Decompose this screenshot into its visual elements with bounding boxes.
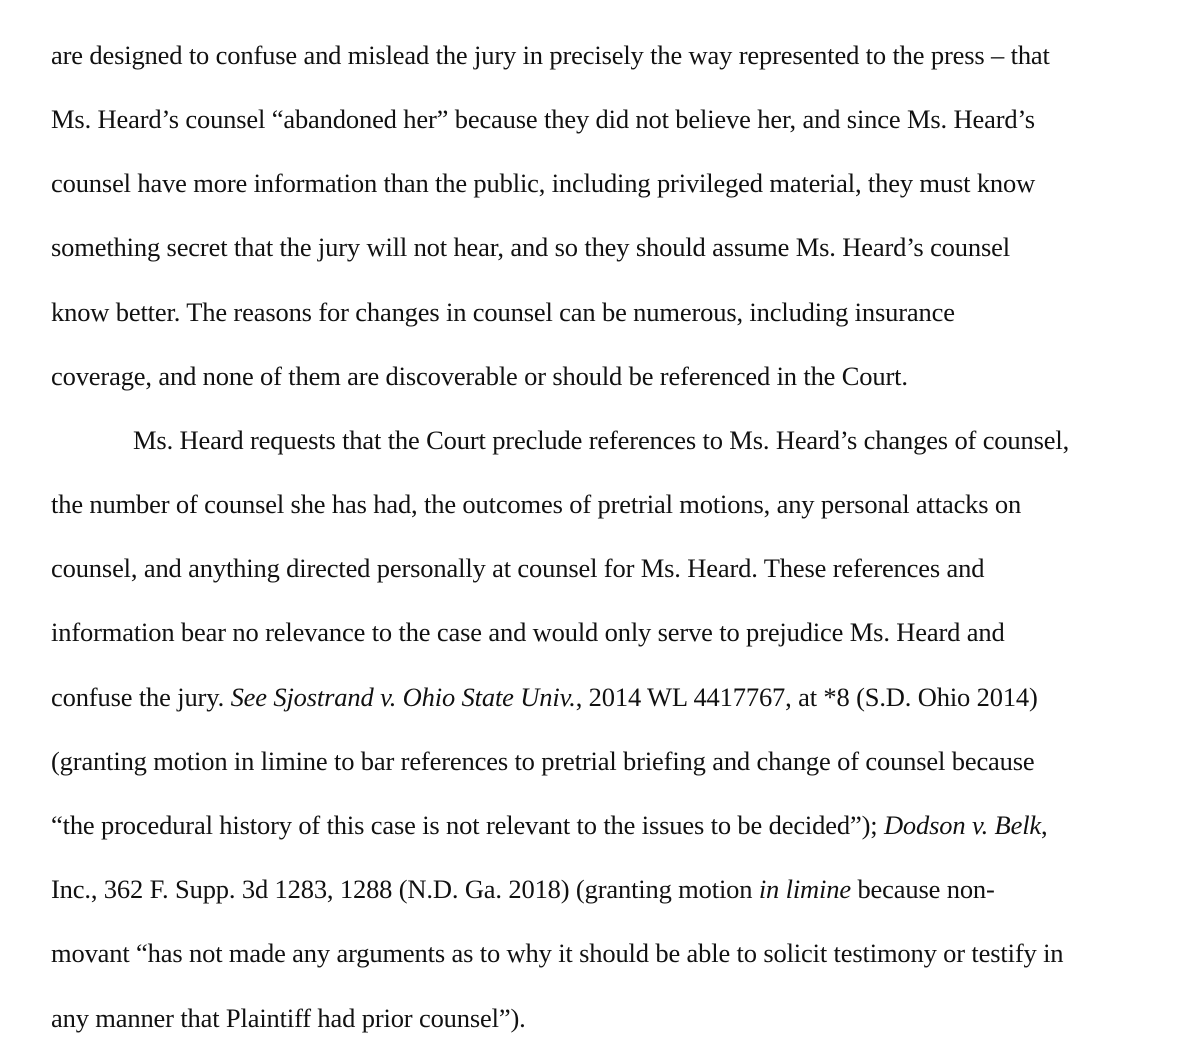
line-text-before-citation: confuse the jury.: [51, 682, 231, 712]
paragraph-2-line-1: Ms. Heard requests that the Court preclude references to Ms. Heard’s changes of counsel,: [133, 425, 1070, 455]
case-citation-dodson: Dodson v. Belk: [883, 810, 1042, 840]
paragraph-2-line-7: [51, 809, 1048, 841]
paragraph-2-line-5: [51, 681, 1038, 713]
paragraph-2-line-8: [51, 873, 995, 905]
paragraph-2-line-10: any manner that Plaintiff had prior counsel”).: [51, 1003, 526, 1033]
paragraph-1-line-2: Ms. Heard’s counsel “abandoned her” because they did not believe her, and since Ms. Heard’s: [51, 104, 1035, 134]
paragraph-2-line-6: (granting motion in limine to bar references to pretrial briefing and change of counsel because: [51, 746, 1035, 776]
line-text-before-citation: “the procedural history of this case is not relevant to the issues to be decided”);: [51, 810, 884, 840]
paragraph-1-line-5: know better. The reasons for changes in counsel can be numerous, including insurance: [51, 297, 955, 327]
paragraph-1-line-6: coverage, and none of them are discoverable or should be referenced in the Court.: [51, 361, 908, 391]
paragraph-1-line-3: counsel have more information than the public, including privileged material, they must know: [51, 168, 1036, 198]
case-citation-sjostrand: See Sjostrand v. Ohio State Univ.: [230, 682, 576, 712]
line-text-after-italic: because non-: [850, 874, 995, 904]
paragraph-1-line-1: are designed to confuse and mislead the jury in precisely the way represented to the press – that: [51, 40, 1050, 70]
paragraph-2-line-3: counsel, and anything directed personally at counsel for Ms. Heard. These references and: [51, 553, 985, 583]
line-text-after-citation: , 2014 WL 4417767, at *8 (S.D. Ohio 2014): [575, 682, 1038, 712]
paragraph-2-line-2: the number of counsel she has had, the outcomes of pretrial motions, any personal attacks on: [51, 489, 1022, 519]
line-text-after-citation: ,: [1041, 810, 1048, 840]
in-limine-italic: in limine: [758, 874, 851, 904]
line-text-before-italic: Inc., 362 F. Supp. 3d 1283, 1288 (N.D. Ga. 2018) (granting motion: [51, 874, 759, 904]
paragraph-2-line-4: information bear no relevance to the case and would only serve to prejudice Ms. Heard and: [51, 617, 1005, 647]
paragraph-2-line-9: movant “has not made any arguments as to why it should be able to solicit testimony or testify in: [51, 938, 1064, 968]
paragraph-1-line-4: something secret that the jury will not hear, and so they should assume Ms. Heard’s counsel: [51, 232, 1010, 262]
